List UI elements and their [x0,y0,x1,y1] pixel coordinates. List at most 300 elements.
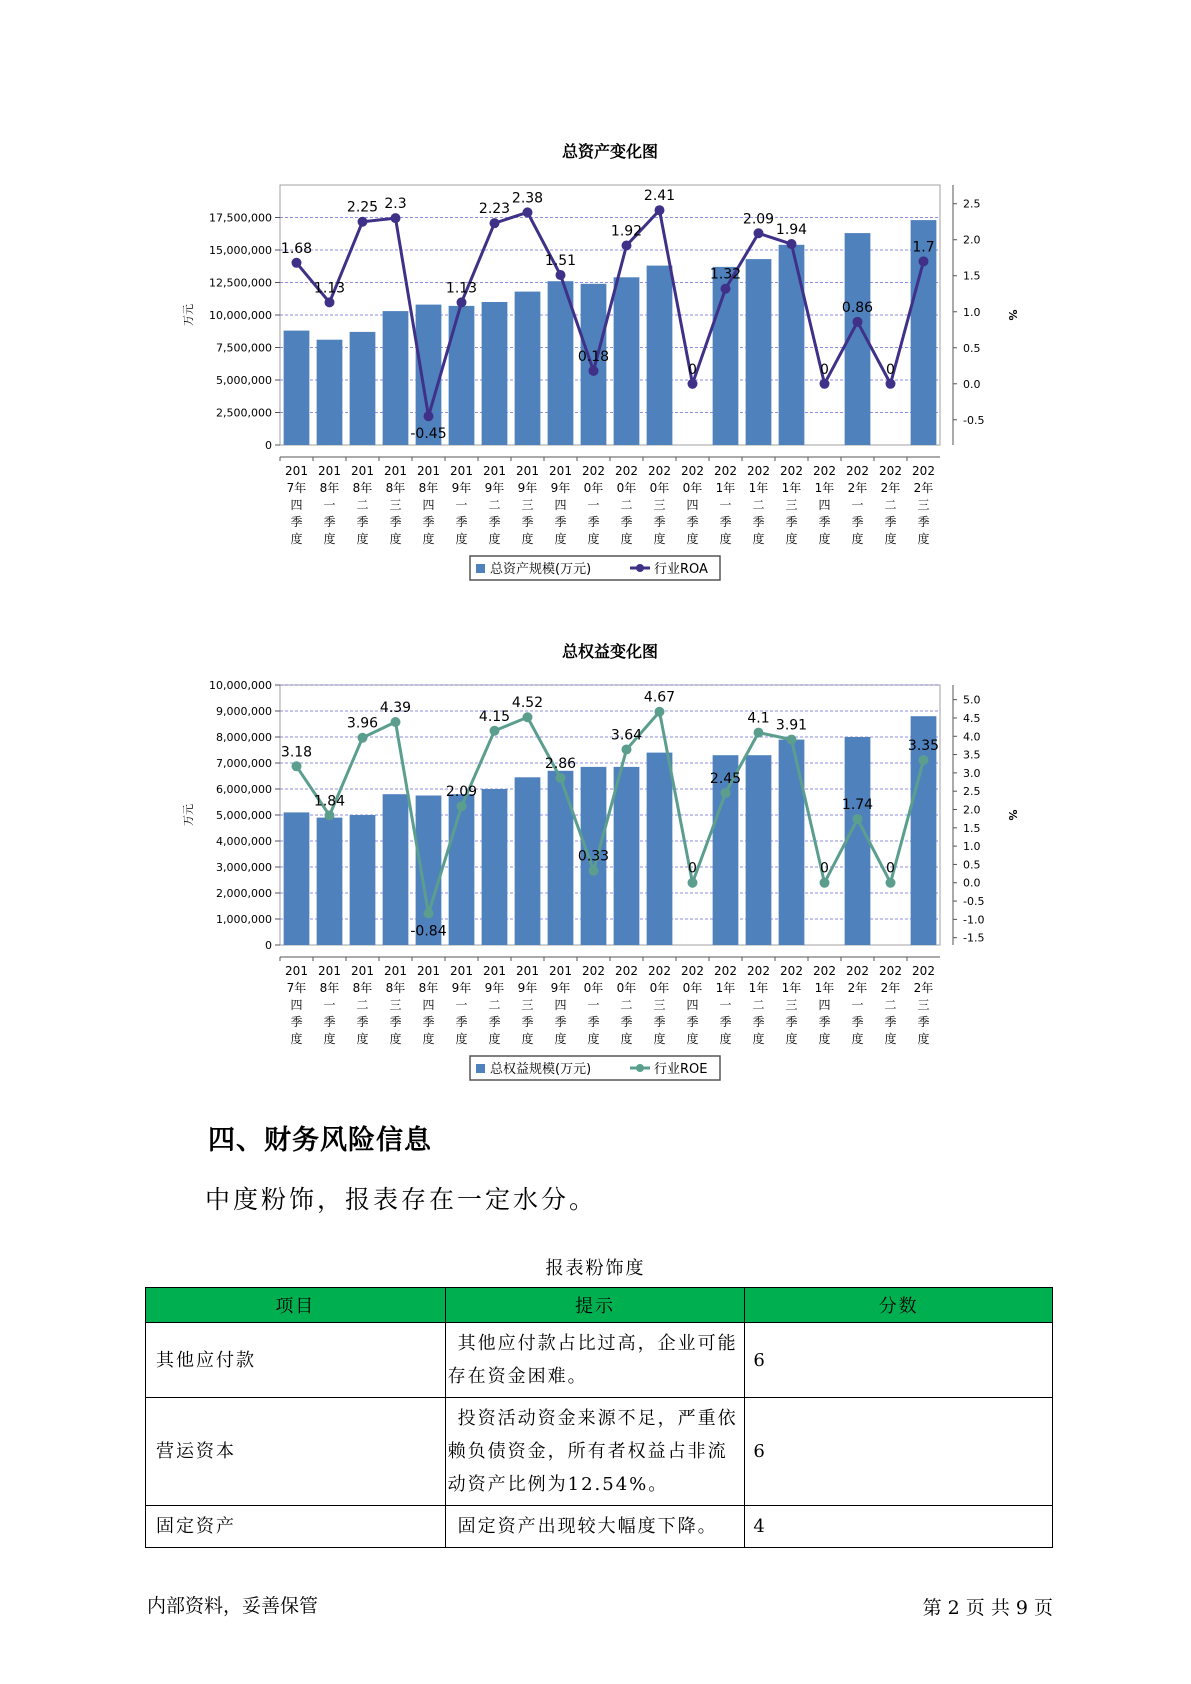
x-tick-label: 201 [483,964,506,978]
cell-item: 营运资本 [146,1398,446,1506]
y-tick-label: 7,500,000 [216,341,272,355]
data-label: 3.18 [280,744,313,761]
x-tick-label: 7年 [286,981,307,995]
line-point [424,909,434,919]
x-tick-label: 季 [521,515,534,529]
data-label: 3.64 [610,727,643,744]
data-label: 2.38 [511,190,544,207]
x-tick-label: 季 [719,1015,732,1029]
data-label: 1.13 [445,280,478,297]
line-point [655,707,665,717]
chart-svg [170,138,1050,593]
line-point [457,297,467,307]
x-tick-label: 三 [653,998,666,1012]
x-tick-label: 度 [290,1032,303,1046]
legend-bar-swatch [476,1064,485,1073]
y2-tick-label: 4.0 [963,730,981,744]
line-point [325,297,335,307]
x-tick-label: 季 [455,515,468,529]
x-tick-label: 三 [521,998,534,1012]
x-tick-label: 2年 [913,481,934,495]
x-tick-label: 季 [686,1015,699,1029]
y2-tick-label: 0.0 [963,377,981,391]
y-tick-label: 5,000,000 [216,374,272,387]
x-tick-label: 202 [747,964,770,978]
risk-table [145,1287,1053,1548]
line-point [754,228,764,238]
y-tick-label: 2,000,000 [216,887,272,900]
bar [614,767,640,945]
legend-bar-label: 总资产规模(万元) [490,562,592,577]
x-tick-label: 三 [389,498,402,512]
line-point [556,270,566,280]
y2-tick-label: 2.0 [963,803,981,817]
x-tick-label: 2年 [847,481,868,495]
x-tick-label: 8年 [385,481,406,495]
line-point [292,258,302,268]
bar [647,753,673,945]
line-point [490,726,500,736]
line-point [853,317,863,327]
bar [383,794,409,945]
line-point [853,814,863,824]
x-tick-label: 度 [488,532,501,546]
y2-axis-label: % [1006,309,1019,321]
line-point [391,717,401,727]
y2-tick-label: 2.5 [963,197,981,211]
section-title: 四、财务风险信息 [208,1125,432,1156]
data-label: 1.32 [709,266,742,283]
bar [350,332,376,445]
line-point [886,379,896,389]
chart-title: 总资产变化图 [561,142,659,161]
y2-tick-label: -0.5 [963,895,985,909]
line-point [787,735,797,745]
x-tick-label: 201 [450,964,473,978]
x-tick-label: 202 [879,964,902,978]
x-tick-label: 二 [752,498,765,512]
x-tick-label: 7年 [286,481,307,495]
x-tick-label: 度 [785,1032,798,1046]
y2-tick-label: 5.0 [963,693,981,707]
x-tick-label: 度 [422,532,435,546]
data-label: 1.92 [610,223,643,240]
y-axis-label: 万元 [182,304,195,326]
x-tick-label: 四 [686,998,699,1012]
x-tick-label: 9年 [484,481,505,495]
bar [284,331,310,445]
x-tick-label: 四 [290,498,303,512]
y-tick-label: 1,000,000 [216,913,272,926]
data-label: 1.94 [775,222,808,239]
x-tick-label: 度 [389,1032,402,1046]
x-tick-label: 季 [356,515,369,529]
y-tick-label: 5,000,000 [216,809,272,822]
x-tick-label: 季 [884,515,897,529]
legend-line-marker [636,1064,644,1072]
x-tick-label: 201 [318,964,341,978]
line-point [589,366,599,376]
x-tick-label: 二 [488,998,501,1012]
x-tick-label: 201 [384,464,407,478]
data-label: 4.1 [747,710,770,727]
y2-tick-label: 1.5 [963,821,981,835]
x-tick-label: 201 [318,464,341,478]
y-tick-label: 0 [265,939,272,952]
y2-tick-label: -1.5 [963,931,985,945]
y-tick-label: 6,000,000 [216,783,272,796]
data-label: 4.52 [511,695,544,712]
x-tick-label: 201 [384,964,407,978]
x-tick-label: 季 [818,515,831,529]
x-tick-label: 201 [351,464,374,478]
x-tick-label: 0年 [682,481,703,495]
x-tick-label: 9年 [484,981,505,995]
x-tick-label: 四 [290,998,303,1012]
chart-svg [170,638,1050,1093]
x-tick-label: 202 [846,964,869,978]
x-tick-label: 1年 [814,981,835,995]
line-point [721,284,731,294]
bar [515,777,541,945]
x-tick-label: 度 [752,1032,765,1046]
x-tick-label: 季 [785,1015,798,1029]
data-label: -0.84 [410,923,447,940]
bar [746,755,772,945]
bar [614,277,640,445]
x-tick-label: 二 [752,998,765,1012]
line-point [886,878,896,888]
bar [449,794,475,945]
x-tick-label: 202 [615,464,638,478]
header-score: 分数 [745,1288,1053,1323]
x-tick-label: 季 [851,515,864,529]
x-tick-label: 9年 [517,481,538,495]
x-tick-label: 202 [582,964,605,978]
x-tick-label: 1年 [781,481,802,495]
y2-tick-label: 1.0 [963,840,981,854]
footer-confidential-note: 内部资料，妥善保管 [147,1595,319,1617]
x-tick-label: 季 [422,1015,435,1029]
legend-line-label: 行业ROE [654,1062,708,1077]
x-tick-label: 201 [483,464,506,478]
x-tick-label: 三 [389,998,402,1012]
total-equity-chart [170,638,1050,1093]
line-point [523,207,533,217]
x-tick-label: 度 [719,532,732,546]
data-label: 0 [820,860,829,877]
chart-title: 总权益变化图 [561,642,659,661]
data-label: 4.39 [379,699,412,716]
y2-tick-label: 3.0 [963,766,981,780]
line-point [358,733,368,743]
x-tick-label: 0年 [649,481,670,495]
y-tick-label: 9,000,000 [216,705,272,718]
x-tick-label: 度 [818,1032,831,1046]
x-tick-label: 度 [917,532,930,546]
x-tick-label: 季 [455,1015,468,1029]
y-tick-label: 10,000,000 [209,679,272,692]
x-tick-label: 季 [620,515,633,529]
bar [779,740,805,945]
bar [482,302,508,445]
x-tick-label: 二 [356,498,369,512]
line-point [919,755,929,765]
x-tick-label: 一 [323,998,336,1012]
x-tick-label: 201 [285,464,308,478]
x-tick-label: 1年 [748,481,769,495]
x-tick-label: 1年 [781,981,802,995]
data-label: 2.3 [384,196,407,213]
line-point [457,801,467,811]
x-tick-label: 9年 [517,981,538,995]
x-tick-label: 202 [780,964,803,978]
y-tick-label: 0 [265,439,272,452]
x-tick-label: 1年 [748,981,769,995]
table-row [146,1506,1053,1548]
x-tick-label: 度 [554,1032,567,1046]
cell-score: 6 [745,1398,1053,1506]
x-tick-label: 201 [516,964,539,978]
x-tick-label: 四 [554,498,567,512]
x-tick-label: 0年 [682,981,703,995]
x-tick-label: 二 [620,998,633,1012]
x-tick-label: 三 [521,498,534,512]
line-point [721,788,731,798]
x-tick-label: 度 [653,532,666,546]
line-point [820,379,830,389]
data-label: 2.41 [643,188,676,205]
x-tick-label: 三 [917,498,930,512]
x-tick-label: 度 [290,532,303,546]
x-tick-label: 一 [587,998,600,1012]
x-tick-label: 202 [912,464,935,478]
x-tick-label: 季 [587,515,600,529]
data-label: 3.91 [775,717,808,734]
line-point [556,773,566,783]
data-label: 0 [820,361,829,378]
data-label: 1.7 [912,239,935,256]
y2-tick-label: 2.5 [963,785,981,799]
x-tick-label: 201 [285,964,308,978]
x-tick-label: 季 [686,515,699,529]
x-tick-label: 202 [747,464,770,478]
x-tick-label: 度 [719,1032,732,1046]
line-point [688,379,698,389]
line-point [589,866,599,876]
y-tick-label: 17,500,000 [209,211,272,225]
x-tick-label: 1年 [814,481,835,495]
data-label: 0 [688,361,697,378]
x-tick-label: 度 [686,532,699,546]
x-tick-label: 季 [620,1015,633,1029]
data-label: -0.45 [410,426,447,443]
x-tick-label: 度 [884,532,897,546]
x-tick-label: 一 [851,998,864,1012]
x-tick-label: 0年 [583,981,604,995]
x-tick-label: 8年 [385,981,406,995]
x-tick-label: 季 [785,515,798,529]
cell-score: 6 [745,1323,1053,1398]
x-tick-label: 201 [351,964,374,978]
x-tick-label: 202 [846,464,869,478]
line-point [688,878,698,888]
x-tick-label: 季 [389,1015,402,1029]
y-tick-label: 10,000,000 [209,309,272,322]
x-tick-label: 201 [549,964,572,978]
x-tick-label: 一 [719,998,732,1012]
x-tick-label: 二 [884,498,897,512]
x-tick-label: 度 [851,532,864,546]
legend-bar-label: 总权益规模(万元) [490,1062,592,1077]
x-tick-label: 度 [851,1032,864,1046]
data-label: 1.51 [544,253,577,270]
x-tick-label: 季 [752,515,765,529]
x-tick-label: 1年 [715,981,736,995]
x-tick-label: 9年 [550,481,571,495]
x-tick-label: 季 [422,515,435,529]
x-tick-label: 202 [582,464,605,478]
x-tick-label: 度 [389,532,402,546]
x-tick-label: 202 [780,464,803,478]
footer-page-number: 第 2 页 共 9 页 [922,1597,1053,1619]
x-tick-label: 9年 [451,481,472,495]
bar [779,245,805,445]
x-tick-label: 二 [488,498,501,512]
y-tick-label: 2,500,000 [216,406,272,420]
y-tick-label: 3,000,000 [216,861,272,874]
y2-tick-label: 3.5 [963,748,981,762]
line-point [754,728,764,738]
x-tick-label: 季 [554,1015,567,1029]
x-tick-label: 201 [450,464,473,478]
y2-tick-label: 0.0 [963,876,981,890]
bar [482,789,508,945]
x-tick-label: 季 [356,1015,369,1029]
x-tick-label: 季 [554,515,567,529]
data-label: 0.33 [577,848,610,865]
x-tick-label: 201 [417,464,440,478]
y-tick-label: 7,000,000 [216,757,272,770]
x-tick-label: 三 [917,998,930,1012]
data-label: 1.84 [313,793,346,810]
x-tick-label: 202 [681,464,704,478]
x-tick-label: 2年 [880,981,901,995]
x-tick-label: 度 [356,532,369,546]
table-caption: 报表粉饰度 [545,1258,646,1279]
x-tick-label: 度 [323,1032,336,1046]
data-label: 1.74 [841,797,874,814]
x-tick-label: 四 [422,498,435,512]
x-tick-label: 8年 [352,981,373,995]
x-tick-label: 二 [620,498,633,512]
x-tick-label: 度 [620,532,633,546]
x-tick-label: 度 [422,1032,435,1046]
x-tick-label: 8年 [418,981,439,995]
y2-tick-label: -0.5 [963,413,985,427]
x-tick-label: 度 [521,1032,534,1046]
data-label: 2.09 [445,784,478,801]
x-tick-label: 季 [653,515,666,529]
x-tick-label: 2年 [880,481,901,495]
table-header-row [146,1288,1053,1323]
bar [515,292,541,445]
bar [416,305,442,445]
x-tick-label: 202 [648,964,671,978]
x-tick-label: 季 [521,1015,534,1029]
x-tick-label: 三 [653,498,666,512]
bar [845,737,871,945]
x-tick-label: 季 [488,1015,501,1029]
cell-item: 固定资产 [146,1506,446,1548]
x-tick-label: 2年 [847,981,868,995]
x-tick-label: 202 [648,464,671,478]
line-point [358,217,368,227]
line-point [490,218,500,228]
cell-hint: 固定资产出现较大幅度下降。 [445,1506,745,1548]
y2-tick-label: 1.0 [963,305,981,319]
line-point [523,712,533,722]
x-tick-label: 四 [818,998,831,1012]
x-tick-label: 四 [818,498,831,512]
x-tick-label: 0年 [616,981,637,995]
x-tick-label: 四 [422,998,435,1012]
line-point [622,240,632,250]
x-tick-label: 度 [818,532,831,546]
x-tick-label: 三 [785,498,798,512]
y2-tick-label: 0.5 [963,858,981,872]
x-tick-label: 度 [554,532,567,546]
x-tick-label: 三 [785,998,798,1012]
x-tick-label: 度 [455,1032,468,1046]
x-tick-label: 季 [851,1015,864,1029]
data-label: 2.23 [478,201,511,218]
data-label: 0 [886,860,895,877]
x-tick-label: 一 [851,498,864,512]
y2-tick-label: -1.0 [963,913,985,927]
x-tick-label: 季 [917,515,930,529]
header-hint: 提示 [445,1288,745,1323]
y-tick-label: 12,500,000 [209,276,272,290]
y-axis-label: 万元 [182,804,195,826]
data-label: 0 [886,361,895,378]
x-tick-label: 季 [290,1015,303,1029]
data-label: 4.15 [478,708,511,725]
data-label: 4.67 [643,689,676,706]
x-tick-label: 0年 [583,481,604,495]
data-label: 3.35 [907,738,940,755]
data-label: 0.86 [841,299,874,316]
y-tick-label: 4,000,000 [216,835,272,848]
x-tick-label: 202 [714,964,737,978]
x-tick-label: 度 [521,532,534,546]
x-tick-label: 201 [417,964,440,978]
y2-axis-label: % [1006,809,1019,821]
bar [746,259,772,445]
data-label: 1.68 [280,240,313,257]
data-label: 2.45 [709,771,742,788]
x-tick-label: 0年 [616,481,637,495]
y2-tick-label: 1.5 [963,269,981,283]
x-tick-label: 0年 [649,981,670,995]
x-tick-label: 季 [818,1015,831,1029]
line-point [787,239,797,249]
x-tick-label: 二 [884,998,897,1012]
total-assets-chart [170,138,1050,593]
data-label: 2.09 [742,211,775,228]
table-row [146,1398,1053,1506]
y-tick-label: 15,000,000 [209,244,272,257]
